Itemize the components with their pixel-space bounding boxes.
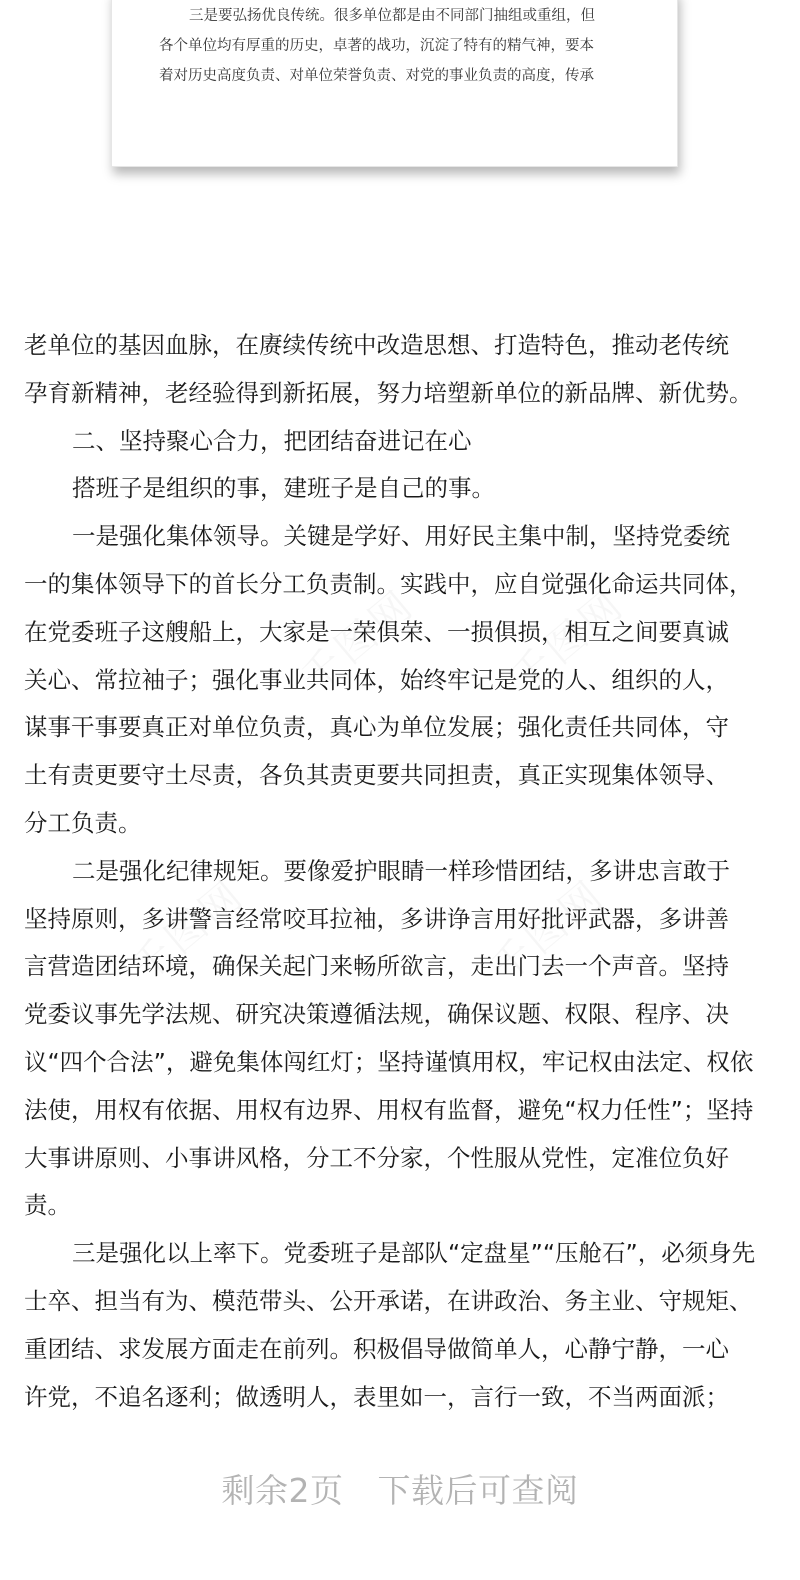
preview-line: 各个单位均有厚重的历史，卓著的战功，沉淀了特有的精气神，要本 bbox=[159, 38, 594, 54]
page-preview-card bbox=[111, 0, 678, 167]
body-line: 三是强化以上率下。党委班子是部队“定盘星”“压舱石”，必须身先 bbox=[72, 1239, 756, 1268]
body-line: 许党，不追名逐利；做透明人，表里如一，言行一致，不当两面派； bbox=[24, 1382, 729, 1411]
body-line: 言营造团结环境，确保关起门来畅所欲言，走出门去一个声音。坚持 bbox=[24, 952, 729, 981]
body-line: 老单位的基因血脉，在赓续传统中改造思想、打造特色，推动老传统 bbox=[24, 331, 729, 359]
body-line: 谋事干事要真正对单位负责，真心为单位发展；强化责任共同体，守 bbox=[24, 713, 729, 742]
download-to-view-label: 下载后可查阅 bbox=[377, 1471, 579, 1510]
preview-line: 着对历史高度负责、对单位荣誉负责、对党的事业负责的高度，传承 bbox=[159, 68, 594, 84]
body-line: 一的集体领导下的首长分工负责制。实践中，应自觉强化命运共同体， bbox=[24, 569, 753, 598]
body-line: 搭班子是组织的事，建班子是自己的事。 bbox=[72, 474, 495, 503]
remaining-pages-label: 剩余2页 bbox=[221, 1471, 344, 1510]
body-line: 孕育新精神，老经验得到新拓展，努力培塑新单位的新品牌、新优势。 bbox=[24, 378, 753, 407]
preview-line: 三是要弘扬优良传统。很多单位都是由不同部门抽组或重组，但 bbox=[189, 8, 595, 24]
body-line: 责。 bbox=[24, 1191, 71, 1220]
body-line: 关心、常拉袖子；强化事业共同体，始终牢记是党的人、组织的人， bbox=[24, 665, 729, 694]
body-line: 坚持原则，多讲警言经常咬耳拉袖，多讲诤言用好批评武器，多讲善 bbox=[24, 904, 729, 933]
body-line: 二是强化纪律规矩。要像爱护眼睛一样珍惜团结，多讲忠言敢于 bbox=[72, 856, 730, 885]
body-line: 土有责更要守土尽责，各负其责更要共同担责，真正实现集体领导、 bbox=[24, 761, 729, 790]
body-line: 一是强化集体领导。关键是学好、用好民主集中制，坚持党委统 bbox=[72, 522, 730, 551]
body-line: 士卒、担当有为、模范带头、公开承诺，在讲政治、务主业、守规矩、 bbox=[24, 1286, 753, 1315]
body-line: 分工负责。 bbox=[24, 808, 142, 837]
document-body bbox=[24, 322, 776, 1421]
body-line: 大事讲原则、小事讲风格，分工不分家，个性服从党性，定准位负好 bbox=[24, 1143, 729, 1172]
body-line: 在党委班子这艘船上，大家是一荣俱荣、一损俱损，相互之间要真诚 bbox=[24, 617, 729, 646]
remaining-pages-notice[interactable] bbox=[0, 1465, 800, 1517]
section-heading: 二、坚持聚心合力，把团结奋进记在心 bbox=[72, 426, 472, 455]
body-line: 议“四个合法”，避免集体闯红灯；坚持谨慎用权，牢记权由法定、权依 bbox=[24, 1047, 754, 1076]
body-line: 重团结、求发展方面走在前列。积极倡导做简单人，心静宁静，一心 bbox=[24, 1334, 729, 1363]
body-line: 法使，用权有依据、用权有边界、用权有监督，避免“权力任性”；坚持 bbox=[24, 1095, 754, 1124]
body-line: 党委议事先学法规、研究决策遵循法规，确保议题、权限、程序、决 bbox=[24, 1000, 729, 1029]
